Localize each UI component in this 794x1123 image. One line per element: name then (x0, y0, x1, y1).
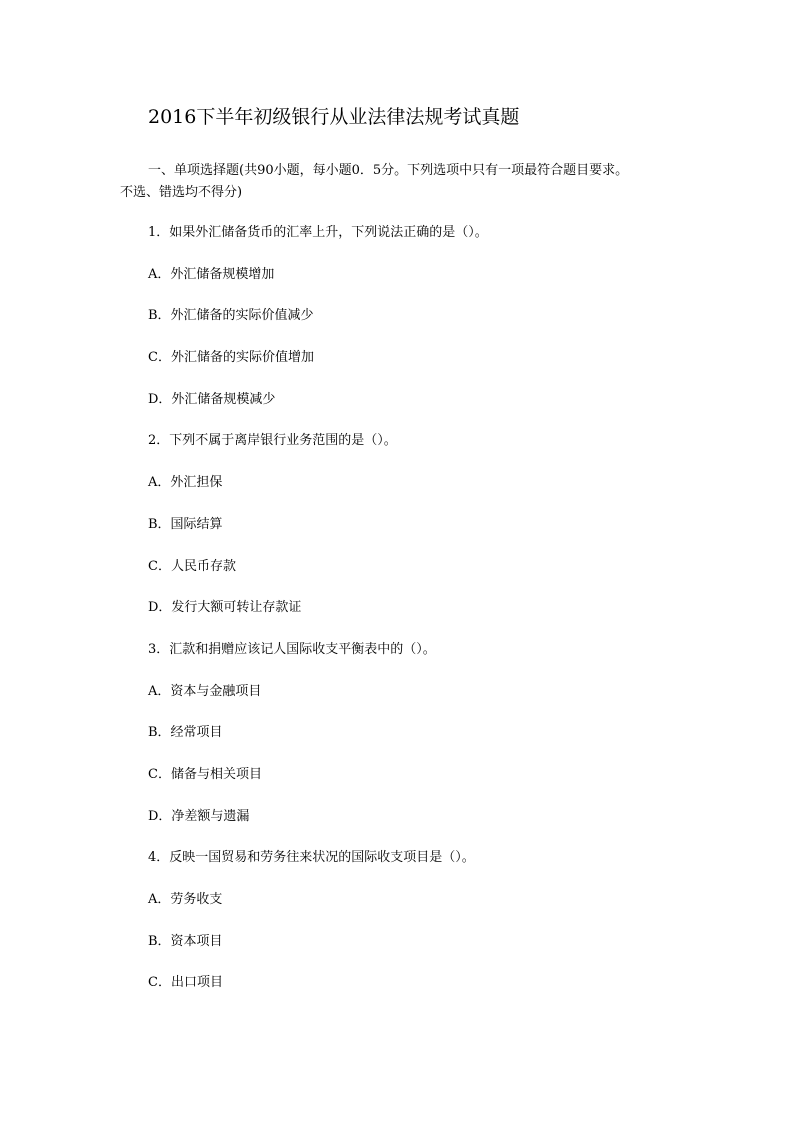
question-1-stem: 1．如果外汇储备货币的汇率上升，下列说法正确的是（）。 (148, 225, 488, 240)
question-2-option-a: A．外汇担保 (148, 475, 223, 491)
question-3-option-d: D．净差额与遗漏 (148, 808, 250, 824)
document-title: 2016下半年初级银行从业法律法规考试真题 (148, 106, 520, 128)
question-2-stem: 2．下列不属于离岸银行业务范围的是（）。 (148, 433, 397, 449)
question-4-option-a: A．劳务收支 (148, 892, 223, 907)
question-3-option-b: B．经常项目 (148, 725, 223, 741)
question-1-option-c: C．外汇储备的实际价值增加 (148, 350, 314, 366)
question-2-option-c: C．人民币存款 (148, 558, 236, 574)
instructions-line-1: 一、单项选择题(共90小题，每小题0．5分。下列选项中只有一项最符合题目要求。 (148, 163, 629, 178)
question-4-stem: 4．反映一国贸易和劳务往来状况的国际收支项目是（）。 (148, 850, 475, 866)
question-1-option-b: B．外汇储备的实际价值减少 (148, 308, 314, 324)
question-2-option-d: D．发行大额可转让存款证 (148, 600, 302, 616)
question-4-option-b: B．资本项目 (148, 933, 223, 949)
question-1-option-d: D．外汇储备规模减少 (148, 391, 276, 407)
section-instructions (120, 160, 680, 204)
question-3-option-c: C．储备与相关项目 (148, 766, 262, 782)
question-3-stem: 3．汇款和捐赠应该记人国际收支平衡表中的（）。 (148, 641, 436, 657)
instructions-line-2: 不选、错选均不得分) (120, 185, 243, 200)
question-4-option-c: C．出口项目 (148, 975, 223, 991)
question-3-option-a: A．资本与金融项目 (148, 683, 262, 699)
question-2-option-b: B．国际结算 (148, 516, 223, 532)
question-1-option-a: A．外汇储备规模增加 (148, 266, 275, 282)
question-list (148, 222, 488, 1014)
